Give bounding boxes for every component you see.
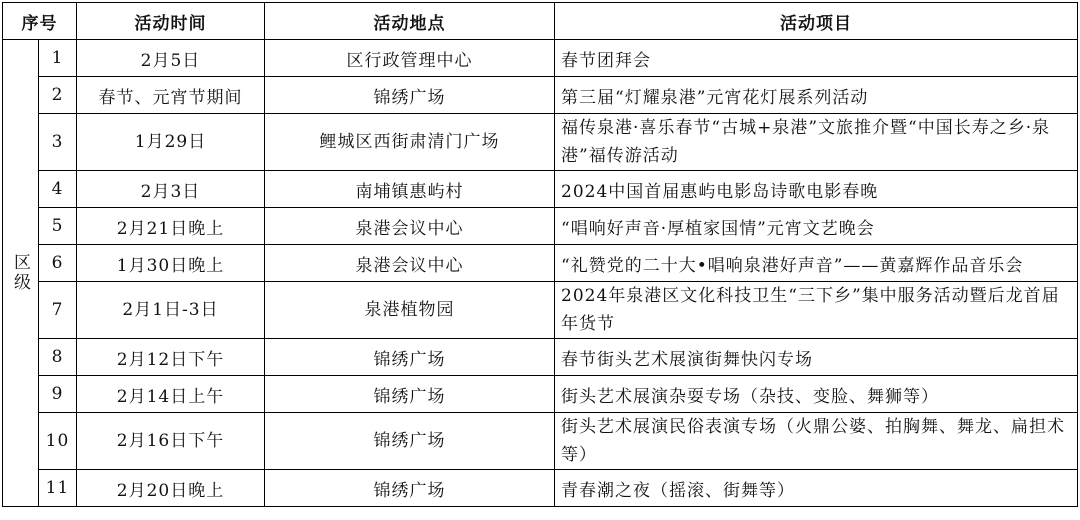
row-time: 2月1日-3日	[77, 282, 265, 339]
row-item: 春节团拜会	[555, 40, 1078, 77]
row-item: 春节街头艺术展演街舞快闪专场	[555, 339, 1078, 376]
header-row	[3, 3, 1078, 40]
row-number: 3	[39, 114, 77, 171]
row-number: 6	[39, 245, 77, 282]
row-time: 2月21日晚上	[77, 208, 265, 245]
activity-table	[2, 2, 1078, 507]
row-place: 泉港会议中心	[265, 245, 555, 282]
row-item: “唱响好声音·厚植家国情”元宵文艺晚会	[555, 208, 1078, 245]
table-row	[3, 245, 1078, 282]
row-item: 街头艺术展演民俗表演专场（火鼎公婆、拍胸舞、舞龙、扁担术等）	[555, 413, 1078, 470]
row-item: 福传泉港·喜乐春节“古城+泉港”文旅推介暨“中国长寿之乡·泉港”福传游活动	[555, 114, 1078, 171]
row-item: 2024年泉港区文化科技卫生“三下乡”集中服务活动暨后龙首届年货节	[555, 282, 1078, 339]
row-number: 4	[39, 171, 77, 208]
row-time: 2月20日晚上	[77, 470, 265, 507]
table-row	[3, 171, 1078, 208]
row-item: 青春潮之夜（摇滚、街舞等）	[555, 470, 1078, 507]
row-number: 10	[39, 413, 77, 470]
table-row	[3, 339, 1078, 376]
row-time: 2月16日下午	[77, 413, 265, 470]
table-row	[3, 40, 1078, 77]
header-place: 活动地点	[265, 3, 555, 40]
row-number: 9	[39, 376, 77, 413]
header-seq: 序号	[3, 3, 77, 40]
table-row	[3, 114, 1078, 171]
row-place: 锦绣广场	[265, 77, 555, 114]
row-number: 11	[39, 470, 77, 507]
row-number: 1	[39, 40, 77, 77]
row-item: 街头艺术展演杂耍专场（杂技、变脸、舞狮等）	[555, 376, 1078, 413]
row-number: 5	[39, 208, 77, 245]
row-number: 8	[39, 339, 77, 376]
row-number: 7	[39, 282, 77, 339]
row-time: 1月29日	[77, 114, 265, 171]
row-place: 锦绣广场	[265, 413, 555, 470]
row-time: 春节、元宵节期间	[77, 77, 265, 114]
row-place: 锦绣广场	[265, 376, 555, 413]
table-row	[3, 282, 1078, 339]
row-place: 泉港植物园	[265, 282, 555, 339]
row-time: 2月5日	[77, 40, 265, 77]
row-place: 南埔镇惠屿村	[265, 171, 555, 208]
row-time: 1月30日晚上	[77, 245, 265, 282]
header-item: 活动项目	[555, 3, 1078, 40]
header-time: 活动时间	[77, 3, 265, 40]
table-row	[3, 208, 1078, 245]
row-time: 2月12日下午	[77, 339, 265, 376]
table-row	[3, 77, 1078, 114]
row-place: 区行政管理中心	[265, 40, 555, 77]
row-place: 鲤城区西街肃清门广场	[265, 114, 555, 171]
row-place: 锦绣广场	[265, 339, 555, 376]
row-time: 2月14日上午	[77, 376, 265, 413]
row-time: 2月3日	[77, 171, 265, 208]
row-number: 2	[39, 77, 77, 114]
row-place: 泉港会议中心	[265, 208, 555, 245]
row-item: 2024中国首届惠屿电影岛诗歌电影春晚	[555, 171, 1078, 208]
table-row	[3, 376, 1078, 413]
row-place: 锦绣广场	[265, 470, 555, 507]
table-row	[3, 470, 1078, 507]
row-item: 第三届“灯耀泉港”元宵花灯展系列活动	[555, 77, 1078, 114]
table-row	[3, 413, 1078, 470]
row-item: “礼赞党的二十大•唱响泉港好声音”——黄嘉辉作品音乐会	[555, 245, 1078, 282]
level-cell: 区级	[3, 40, 39, 507]
